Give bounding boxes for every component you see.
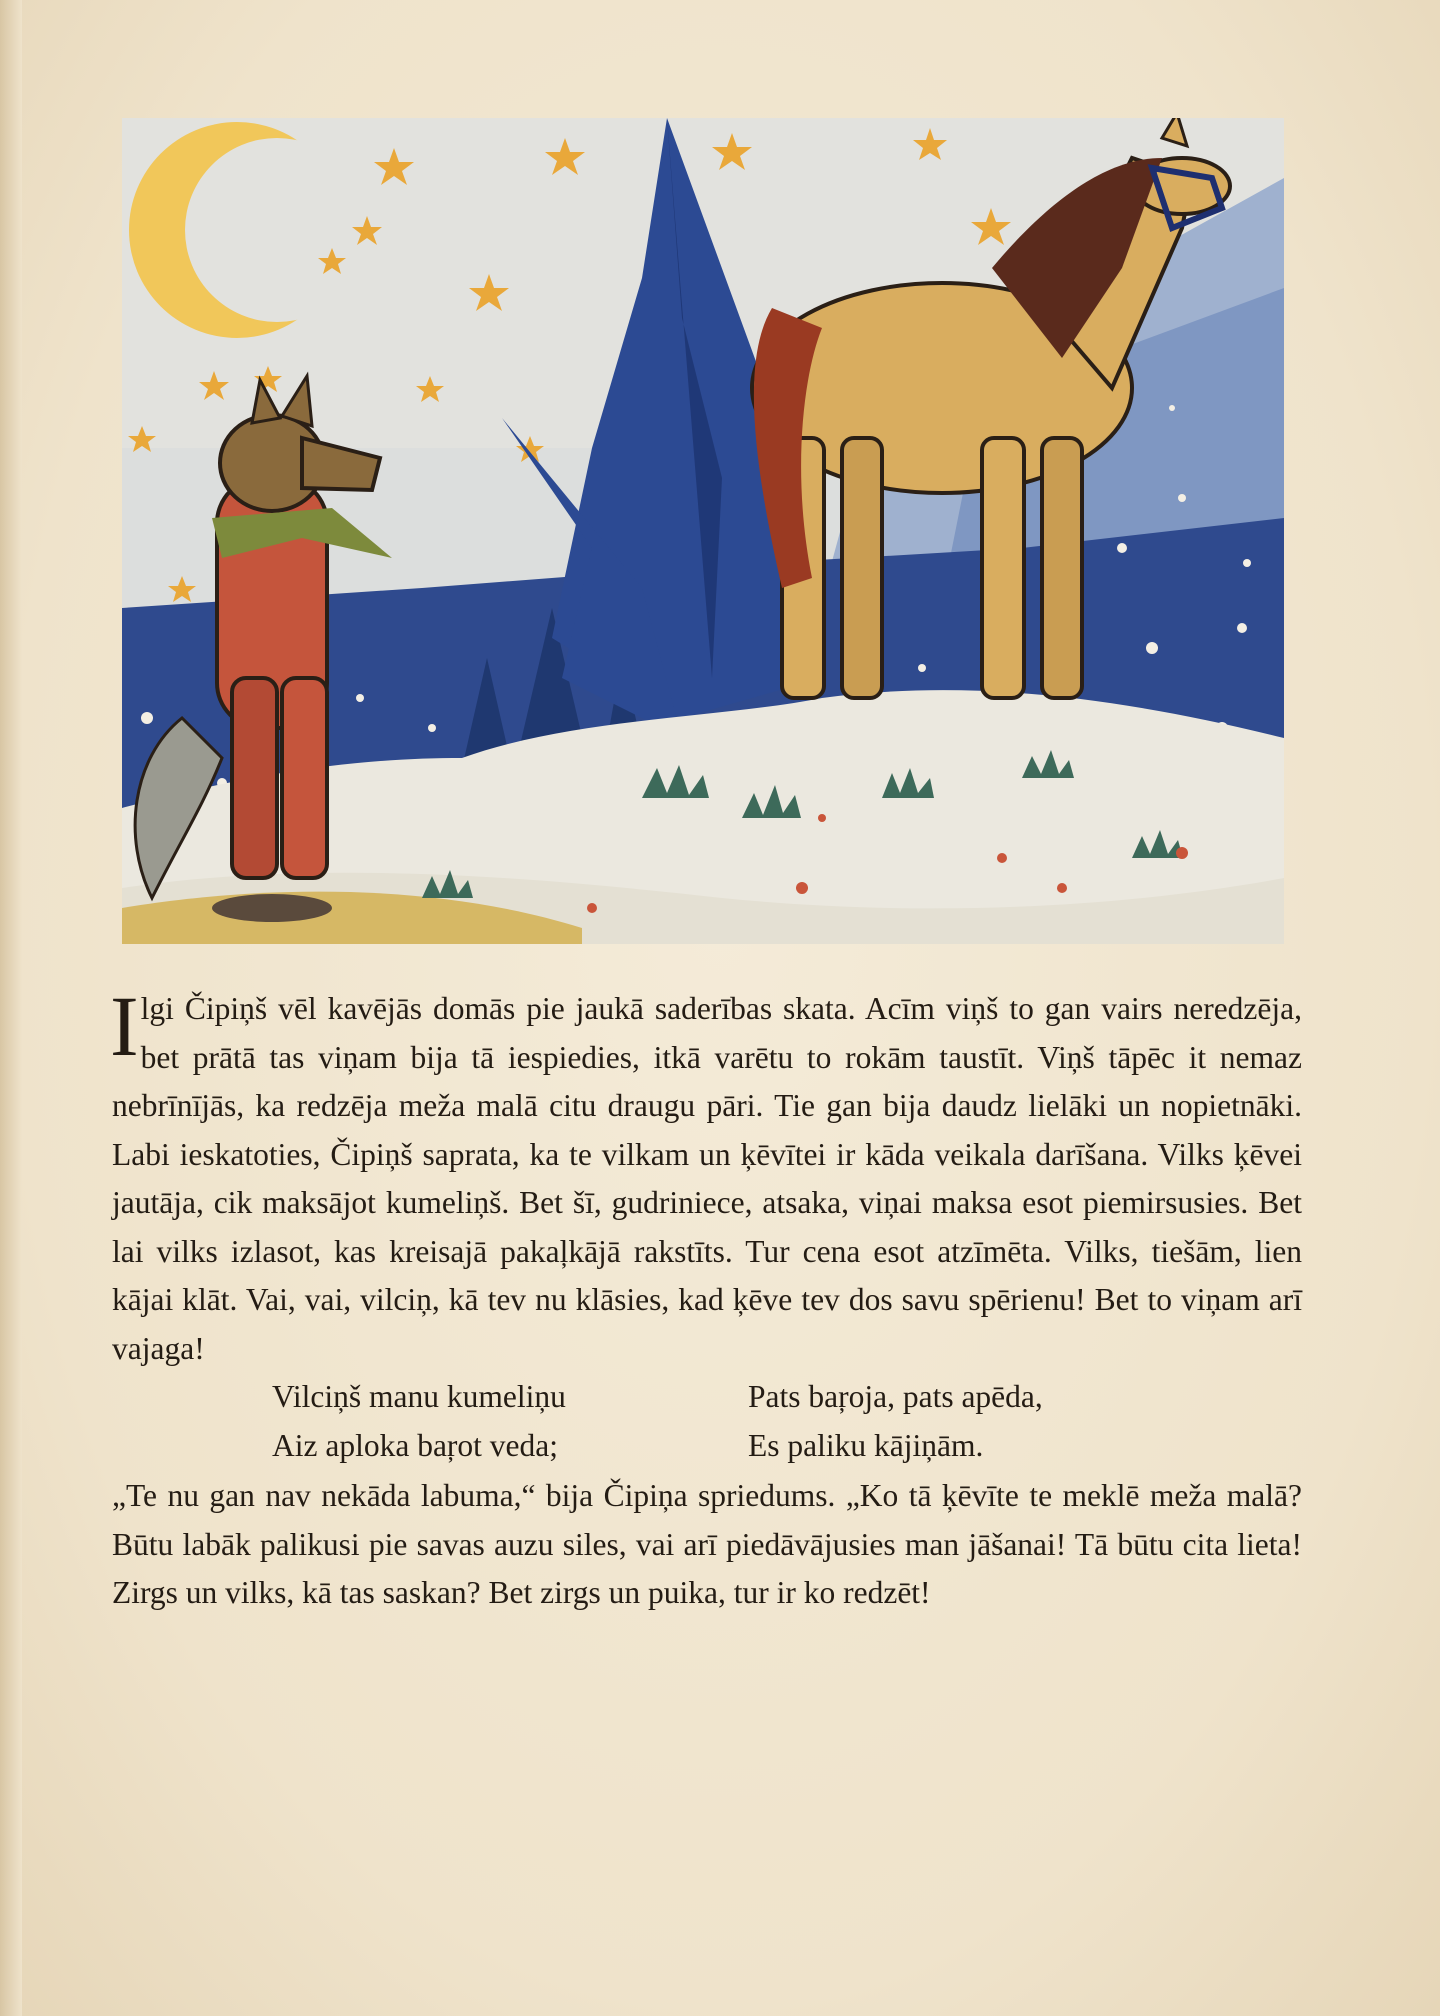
verse-line: Es paliku kājiņām.	[748, 1427, 984, 1463]
verse-line: Pats baŗoja, pats apēda,	[748, 1379, 1043, 1414]
verse-line: Vilciņš manu kumeliņu	[272, 1379, 566, 1414]
page-gutter	[0, 0, 22, 2016]
verse-line: Aiz aploka baŗot veda;	[272, 1427, 559, 1463]
verse-left	[272, 1373, 748, 1470]
paragraph-1	[110, 978, 1302, 1373]
story-text	[110, 978, 1302, 1618]
drop-cap: I	[110, 978, 139, 1074]
verse-right	[748, 1373, 1224, 1470]
verse	[112, 1373, 1302, 1470]
paragraph-2: „Te nu gan nav nekāda labuma,“ bija Čipiņa spriedums. „Ko tā ķēvīte te meklē meža malā? Būtu labāk palikusi pie savas auzu siles, vai arī piedāvājusies man jāšanai! Tā būtu cita lieta! Zirgs un vilks, kā tas saskan? Bet zirgs un puika, tur ir ko redzēt!	[112, 1478, 1302, 1610]
paragraph-1-text: lgi Čipiņš vēl kavējās domās pie jaukā saderības skata. Acīm viņš to gan vairs neredzēja, bet prātā tas viņam bija tā iespiedies, itkā varētu to rokām taustīt. Viņš tāpēc it nemaz nebrīnījās, ka redzēja meža malā citu draugu pāri. Tie gan bija daudz lielāki un nopietnāki. Labi ieskatoties, Čipiņš saprata, ka te vilkam un ķēvītei ir kāda veikala darīšana. Vilks ķēvei jautāja, cik maksājot kumeliņš. Bet šī, gudriniece, atsaka, viņai maksa esot piemirsusies. Bet lai vilks izlasot, kas kreisajā pakaļkājā rakstīts. Tur cena esot atzīmēta. Vilks, tiešām, lien kājai klāt. Vai, vai, vilciņ, kā tev nu klāsies, kad ķēve tev dos savu spērienu! Bet to viņam arī vajaga!	[112, 991, 1302, 1366]
illustration-wolf-and-horse	[122, 118, 1284, 944]
